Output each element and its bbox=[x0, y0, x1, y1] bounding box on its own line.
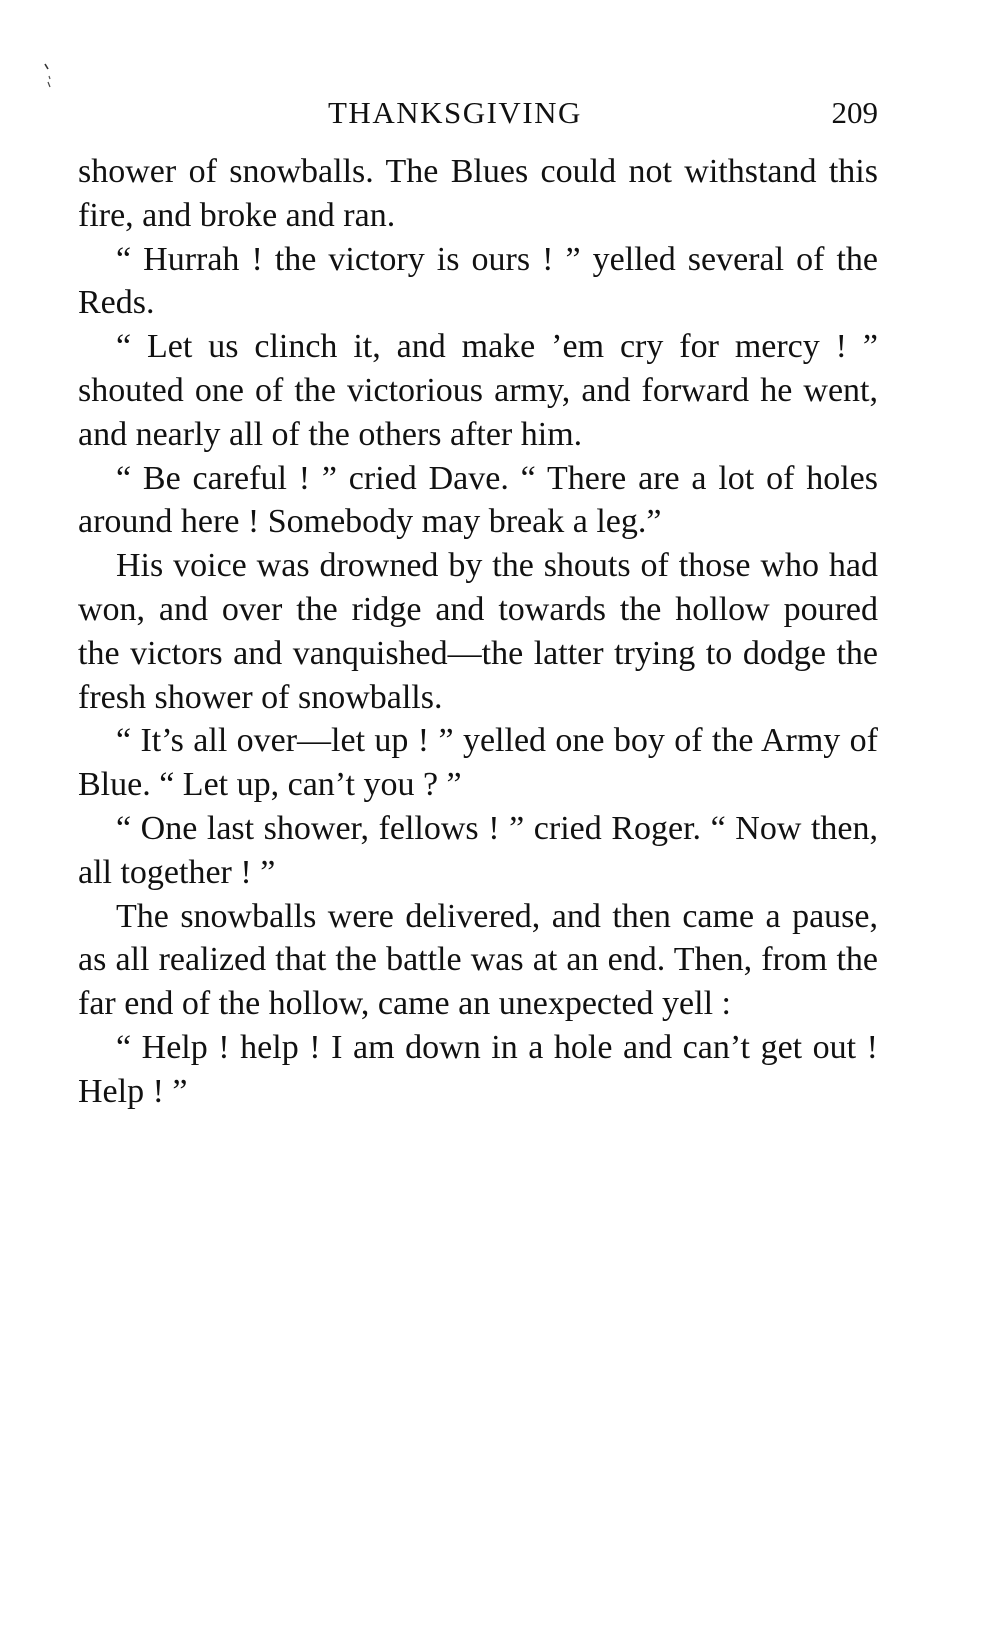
paragraph: “ It’s all over—let up ! ” yelled one boy of the Army of Blue. “ Let up, can’t you ? ” bbox=[78, 722, 878, 804]
paragraph: “ Let us clinch it, and make ’em cry for mercy ! ” shouted one of the victorious army, and forward he went, and nearly all of the others after him. bbox=[78, 328, 878, 453]
paragraph: “ Be careful ! ” cried Dave. “ There are a lot of holes around here ! Somebody may break a leg.” bbox=[78, 459, 878, 541]
paragraph: “ One last shower, fellows ! ” cried Roger. “ Now then, all together ! ” bbox=[78, 809, 878, 891]
print-speck-mark bbox=[44, 62, 52, 90]
body-text bbox=[78, 150, 878, 1114]
paragraph: “ Help ! help ! I am down in a hole and can’t get out ! Help ! ” bbox=[78, 1028, 878, 1110]
paragraph: “ Hurrah ! the victory is ours ! ” yelled several of the Reds. bbox=[78, 240, 878, 322]
paragraph: His voice was drowned by the shouts of those who had won, and over the ridge and towards the hollow poured the victors and vanquished—the latter trying to dodge the fresh shower of snowballs. bbox=[78, 547, 878, 716]
paragraph: shower of snowballs. The Blues could not withstand this fire, and broke and ran. bbox=[78, 153, 878, 234]
running-title: THANKSGIVING bbox=[328, 95, 582, 130]
page-header bbox=[78, 93, 878, 133]
paragraph: The snowballs were delivered, and then came a pause, as all realized that the battle was at an end. Then, from the far end of the hollow, came an unexpected yell : bbox=[78, 897, 878, 1023]
page-number: 209 bbox=[831, 95, 878, 130]
